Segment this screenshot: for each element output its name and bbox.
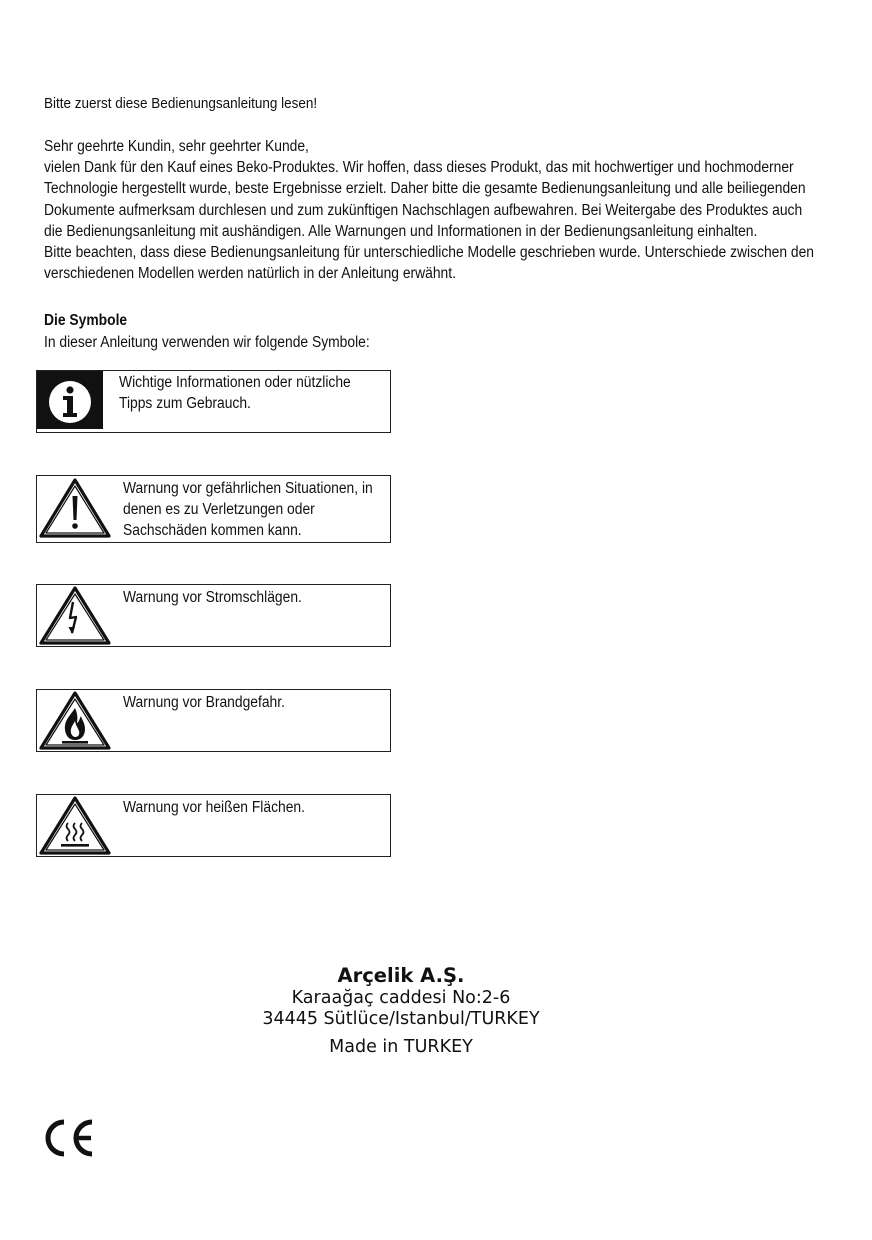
symbol-text-electric: Warnung vor Stromschlägen. [123, 589, 302, 606]
hot-surface-icon [37, 795, 111, 853]
manufacturer-address [236, 964, 566, 1058]
symbol-text-hot-surface: Warnung vor heißen Flächen. [123, 799, 305, 816]
symbols-section-intro: In dieser Anleitung verwenden wir folgende Symbole: [44, 334, 370, 351]
company-name: Arçelik A.Ş. [337, 964, 465, 987]
intro-text [44, 136, 818, 284]
electric-shock-icon [37, 585, 111, 643]
symbols-section-title: Die Symbole [44, 312, 128, 329]
salutation: Sehr geehrte Kundin, sehr geehrter Kunde, [44, 138, 309, 155]
symbol-box-fire [36, 689, 391, 752]
intro-paragraph: vielen Dank für den Kauf eines Beko-Produktes. Wir hoffen, dass dieses Produkt, das mit hochwertiger und hochmoderner Technologie hergestellt wurde, beste Ergebnisse erzielt. Daher bitte die gesamte Bedienungsanleitung und alle beiliegenden Dokumente aufmerksam durchlesen und zum zukünftigen Nachschlagen aufbewahren. Bei Weitergabe des Produktes auch die Bedienungsanleitung mit aushändigen. Alle Warnungen und Informationen in der Bedienungsanleitung einhalten. [44, 159, 806, 240]
symbol-box-info [36, 370, 391, 433]
address-street: Karaağaç caddesi No:2-6 [291, 988, 511, 1008]
models-note-paragraph: Bitte beachten, dass diese Bedienungsanleitung für unterschiedliche Modelle geschrieben wurde. Unterschiede zwischen den verschiedenen Modellen werden natürlich in der Anleitung erwähnt. [44, 244, 815, 283]
symbol-box-hot-surface [36, 794, 391, 857]
info-icon [37, 371, 103, 429]
symbol-box-electric [36, 584, 391, 647]
symbol-text-info: Wichtige Informationen oder nützliche Tipps zum Gebrauch. [119, 374, 351, 413]
warning-icon [37, 476, 111, 534]
symbol-text-warning: Warnung vor gefährlichen Situationen, in denen es zu Verletzungen oder Sachschäden kommen kann. [123, 480, 373, 540]
made-in-label: Made in TURKEY [329, 1037, 473, 1057]
page-heading: Bitte zuerst diese Bedienungsanleitung lesen! [44, 95, 318, 112]
symbol-box-warning [36, 475, 391, 543]
symbol-text-fire: Warnung vor Brandgefahr. [123, 694, 285, 711]
address-city: 34445 Sütlüce/Istanbul/TURKEY [262, 1008, 540, 1029]
fire-hazard-icon [37, 690, 111, 748]
ce-mark-icon [42, 1118, 98, 1158]
